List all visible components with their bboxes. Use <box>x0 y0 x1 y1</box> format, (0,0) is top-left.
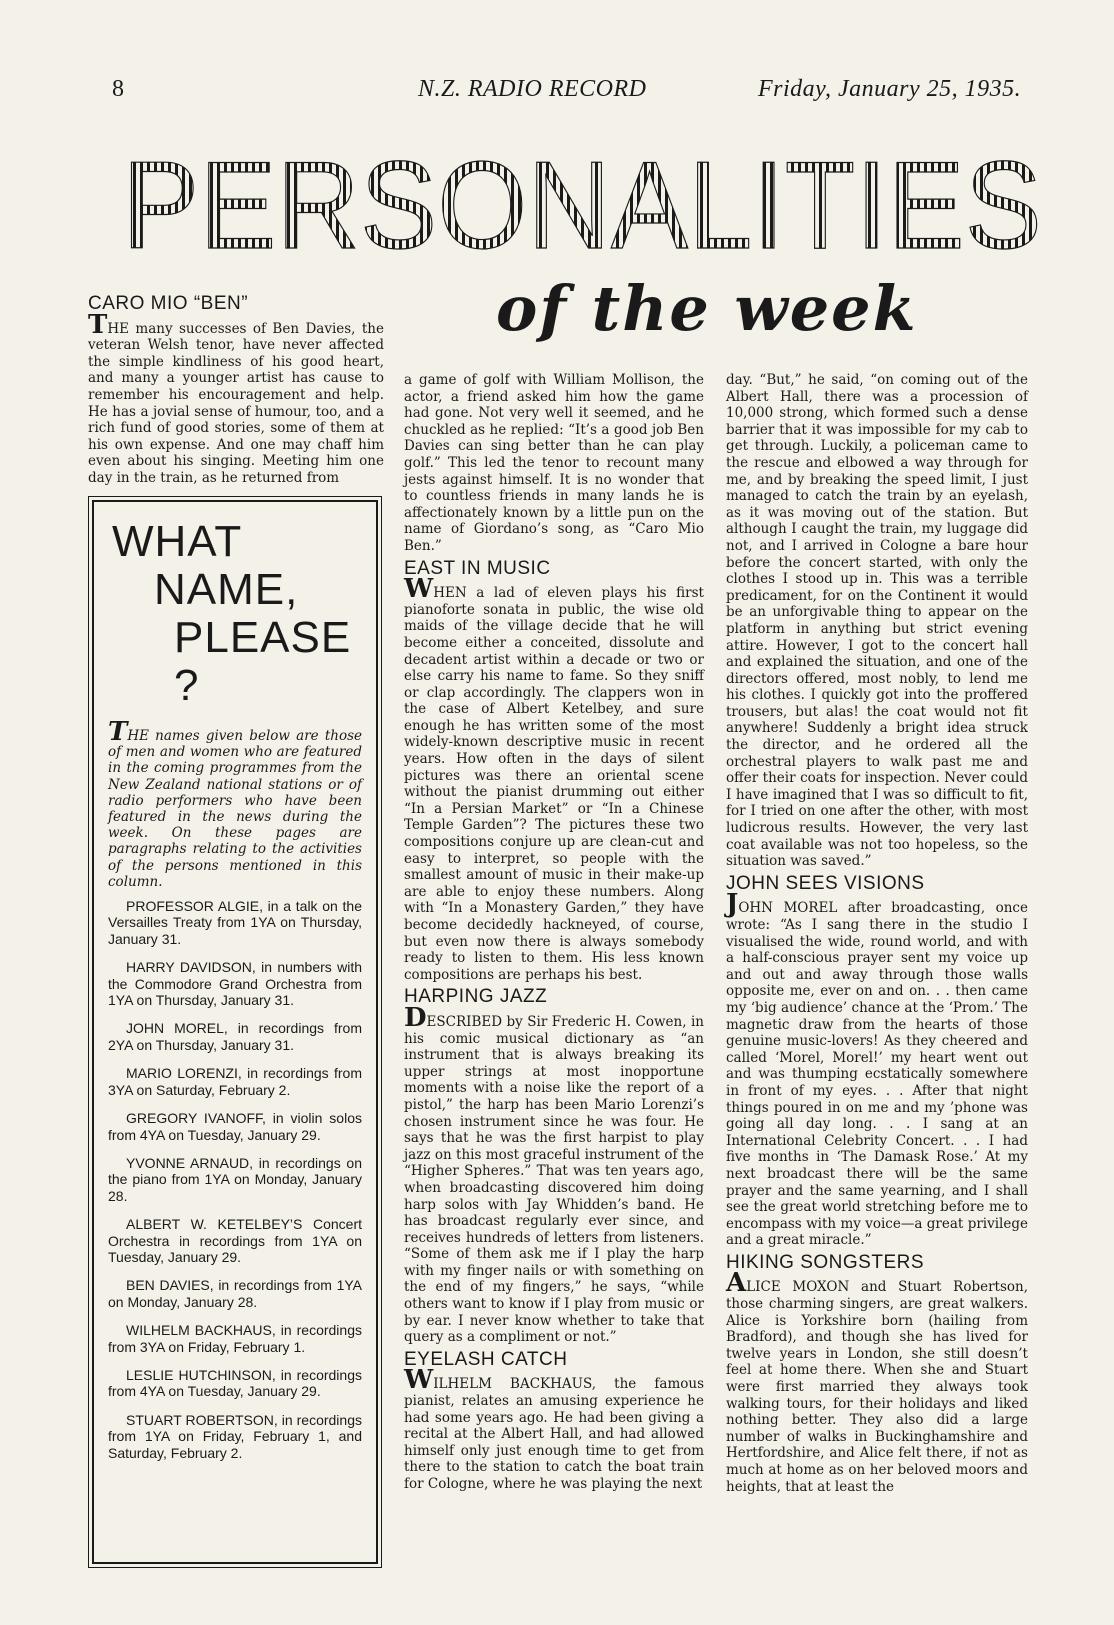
issue-date: Friday, January 25, 1935. <box>758 76 1022 102</box>
article-body-east-in-music: WHEN a lad of eleven plays his first pianoforte sonata in public, the wise old maids of the village decide that he will become either a conceited, dissolute and decadent artist within a decade or two or else carry his name to fame. So they sniff or clap accordingly. The clappers won in the case of Albert Ketelbey, and sure enough he has written some of the most widely-known descriptive music in recent years. How often in the days of silent pictures was there an oriental scene without the pianist drumming out either “In a Persian Market” or “In a Chinese Temple Garden”? The pictures these two compositions conjure up are clean-cut and easy to interpret, so people with the smallest amount of music in their make-up are able to enjoy these numbers. Along with “In a Monastery Garden,” they have become decidedly hackneyed, of course, but even now there is always somebody ready to listen to them. His less known compositions are perhaps his best. <box>404 574 704 983</box>
article-body-eyelash-catch: WILHELM BACKHAUS, the famous pianist, relates an amusing experience he had some years ago. He had been giving a recital at the Albert Hall, and had allowed himself only just enough time to get from there to the station to catch the boat train for Cologne, where he was playing the next <box>404 1365 704 1492</box>
article-body-caro-mio-continued: a game of golf with William Mollison, the actor, a friend asked him how the game had gone. Not very well it seemed, and he chuckled as he replied: “It’s a good job Ben Davies can sing better than he can play golf.” This led the tenor to recount many jests against himself. It is no wonder that to countless friends in many lands he is affectionately known by a little pun on the name of Giordano’s song, as “Caro Mio Ben.” <box>404 372 704 554</box>
article-body-eyelash-catch-continued: day. “But,” he said, “on coming out of the Albert Hall, there was a procession of 10,000 strong, which formed such a dense barrier that it was impossible for my cab to get through. Luckily, a policeman came to the rescue and elbowed a way through for me, and by breaking the speed limit, I just managed to catch the train by an eyelash, as it was moving out of the station. But although I caught the train, my luggage did not, and I arrived in Cologne a bare hour before the concert started, with only the clothes I stood up in. This was a terrible predicament, for on the Continent it would be an unforgivable thing to appear on the platform in anything but strict evening attire. However, I got to the concert hall and explained the situation, and one of the directors offered, most nobly, to lend me his clothes. I quickly got into the proffered trousers, but alas! the coat would not fit anywhere! Suddenly a bright idea struck the director, and he ordered all the orchestral players to walk past me and offer their coats for inspection. Never could I have imagined that I was so difficult to fit, for I tried on one after the other, with most ludicrous results. However, the very last coat available was not too hopeless, so the situation was saved.” <box>726 372 1028 870</box>
box-list-item: JOHN MOREL, in recordings from 2YA on Thursday, January 31. <box>108 1020 362 1053</box>
box-title-line: WHAT <box>112 517 243 566</box>
article-body-hiking-songsters: ALICE MOXON and Stuart Robertson, those charming singers, are great walkers. Alice is Yorkshire born (hailing from Bradford), and though she has lived for twelve years in London, she still doesn’t feel at home there. When she and Stuart were first married they always took walking tours, for their holidays and liked nothing better. They also did a large number of walks in Buckinghamshire and Hertfordshire, and Alice felt there, if not as much at home as on her beloved moors and heights, that at least the <box>726 1268 1028 1495</box>
article-body-john-sees-visions: JOHN MOREL after broadcasting, once wrote: “As I sang there in the studio I visualised the wide, round world, and with a half-conscious prayer sent my voice up and out and away through those walls opposite me, ever on and on. . . then came my ‘big audience’ chance at the ‘Prom.’ The magnetic draw from the hearts of those genuine music-lovers! As they cheered and called ‘Morel, Morel!’ my heart went out and was thumping ecstatically somewhere in front of my eyes. . . After that night things poured in on me and my ’phone was going all day long. . . I sang at an International Celebrity Concert. . . I had five months in ‘The Damask Rose.’ At my next broadcast there will be the same prayer and the same yearning, and I shall see the great world stretching before me to encompass with my voice—a great privilege and a great miracle.” <box>726 889 1028 1249</box>
article-heading-hiking-songsters: HIKING SONGSTERS <box>726 1251 925 1273</box>
article-body-harping-jazz: DESCRIBED by Sir Frederic H. Cowen, in his comic musical dictionary as “an instrument that is always breaking its upper strings at most inopportune moments with a noise like the report of a pistol,” the harp has been Mario Lorenzi’s chosen instrument since he was four. He says that he was the first harpist to play jazz on this most graceful instrument of the “Higher Spheres.” That was ten years ago, when broadcasting discovered him doing harp solos with Jay Whidden’s band. He has broadcast regularly ever since, and receives hundreds of letters from listeners. “Some of them ask me if I play the harp with my finger nails or with something on the end of my fingers,” he says, “while others want to know if I play from music or by ear. I never know whether to take that query as a compliment or not.” <box>404 1002 704 1346</box>
masthead-art <box>112 140 1052 260</box>
box-list-item: BEN DAVIES, in recordings from 1YA on Monday, January 28. <box>108 1277 362 1310</box>
box-list-item: ALBERT W. KETELBEY’S Concert Orchestra in recordings from 1YA on Tuesday, January 29. <box>108 1216 362 1265</box>
box-list-item: PROFESSOR ALGIE, in a talk on the Versailles Treaty from 1YA on Thursday, January 31. <box>108 898 362 947</box>
masthead-text: PERSONALITIES <box>122 140 1042 260</box>
article-heading-east-in-music: EAST IN MUSIC <box>404 557 551 579</box>
column-right <box>726 372 1028 1495</box>
box-title-line: NAME, <box>154 565 299 614</box>
publication-title: N.Z. RADIO RECORD <box>418 76 647 102</box>
box-intro: THE names given below are those of men and women who are featured in the coming programmes from the New Zealand national stations or of radio performers who have been featured in the news during the week. On these pages are paragraphs relating to the activities of the persons mentioned in this column. <box>108 717 362 890</box>
box-list-item: LESLIE HUTCHINSON, in recordings from 4YA on Tuesday, January 29. <box>108 1366 362 1400</box>
article-heading-harping-jazz: HARPING JAZZ <box>404 986 548 1008</box>
box-list-item: WILHELM BACKHAUS, in recordings from 3YA on Friday, February 1. <box>108 1322 362 1355</box>
article-heading-eyelash-catch: EYELASH CATCH <box>404 1348 568 1370</box>
box-list-item: MARIO LORENZI, in recordings from 3YA on Saturday, February 2. <box>108 1065 362 1098</box>
column-middle <box>404 372 704 1493</box>
article-body-caro-mio: THE many successes of Ben Davies, the veteran Welsh tenor, have never affected the simple kindliness of his good heart, and many a younger artist has cause to remember his encouragement and help. He has a jovial sense of humour, too, and a rich fund of good stories, some of them at his own expense. And one may chaff him even about his singing. Meeting him one day in the train, as he returned from <box>88 309 384 486</box>
what-name-please-box <box>92 500 378 1564</box>
article-heading-john-sees-visions: JOHN SEES VISIONS <box>726 872 925 894</box>
box-list-item: GREGORY IVANOFF, in violin solos from 4YA on Tuesday, January 29. <box>108 1110 362 1143</box>
page-number: 8 <box>112 76 125 102</box>
box-list-item: YVONNE ARNAUD, in recordings on the piano from 1YA on Monday, January 28. <box>108 1154 362 1204</box>
box-list <box>108 898 362 1461</box>
column-left <box>88 290 384 487</box>
box-title-line: PLEASE ? <box>174 613 352 710</box>
box-title <box>112 518 376 710</box>
masthead-title <box>112 140 1052 260</box>
box-list-item: HARRY DAVIDSON, in numbers with the Commodore Grand Orchestra from 1YA on Thursday, January 31. <box>108 959 362 1009</box>
masthead-subtitle: of the week <box>496 272 918 345</box>
article-heading-caro-mio: CARO MIO “BEN” <box>88 293 249 314</box>
box-list-item: STUART ROBERTSON, in recordings from 1YA on Friday, February 1, and Saturday, February 2. <box>108 1411 362 1461</box>
